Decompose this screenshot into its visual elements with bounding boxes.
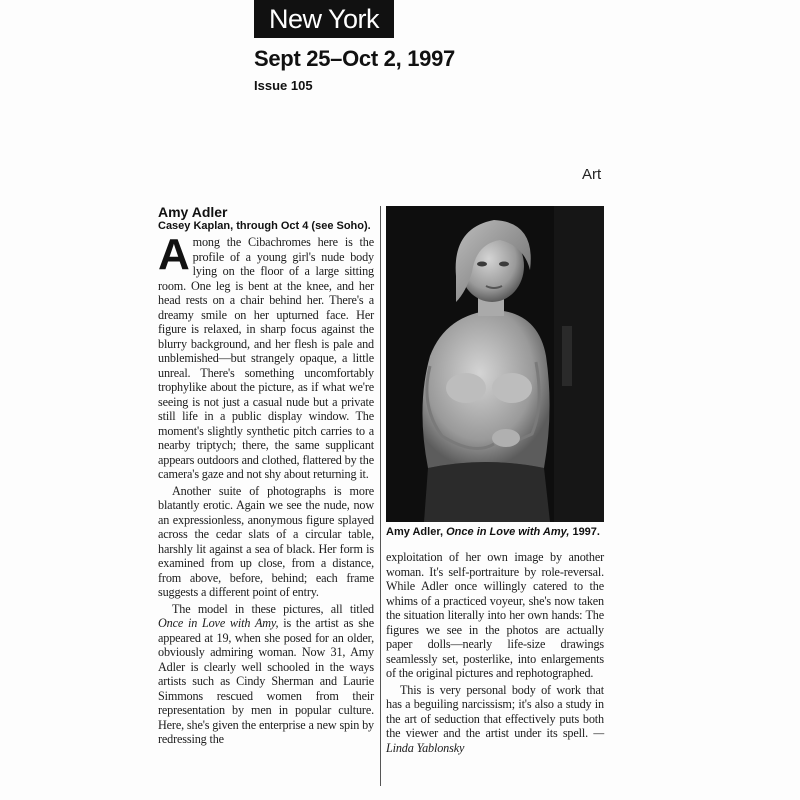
paragraph-3-text-b: is the artist as she appeared at 19, when she posed for an older, obviously admiring woman. Now 31, Amy Adler is clearly well schooled in the ways artists such as Cindy Sherman and Laurie Simmons rescued women from their representation by men in popular culture. Here, she's given the enterprise a new spin by redressing the <box>158 616 374 746</box>
nude-portrait-image <box>386 206 604 522</box>
artwork-title: Once in Love with Amy, <box>158 616 279 630</box>
article-column-right <box>386 550 604 755</box>
photo-caption <box>386 526 604 538</box>
magazine-logo: New York <box>254 0 394 38</box>
drop-cap: A <box>158 230 190 279</box>
issue-date: Sept 25–Oct 2, 1997 <box>254 46 455 71</box>
caption-year: 1997. <box>569 526 600 538</box>
article-column-left <box>158 204 374 747</box>
paragraph-1-text: mong the Cibachromes here is the profile of a young girl's nude body lying on the floor of a large sitting room. One leg is bent at the knee, and her head rests on a chair behind her. There's a dreamy smile on her upturned face. Her figure is relaxed, in sharp focus against the blurry background, and her flesh is pale and unblemished—but strangely opaque, a little unreal. There's something uncomfortably trophylike about the picture, as if what we're seeing is not just a casual nude but a private still life in a public display window. The moment's slightly synthetic pitch carries to a nearby triptych; there, the same supplicant appears outdoors and clothed, flattered by the camera's gaze and not shy about returning it. <box>158 235 374 481</box>
paragraph-2: Another suite of photographs is more blatantly erotic. Again we see the nude, now an expressionless, anonymous figure splayed across the cedar slats of a circular table, harshly lit against a sea of black. Her form is examined from up close, from a distance, from above, before, behind; each frame suggests a different point of entry. <box>158 483 374 599</box>
author-byline: —Linda Yablonsky <box>386 726 604 755</box>
paragraph-4-text: This is very personal body of work that has a beguiling narcissism; it's also a study in the art of seduction that effectively puts both the viewer and the artist under its spell. <box>386 682 604 740</box>
review-headline: Amy Adler <box>158 204 228 220</box>
paragraph-3-continued: exploitation of her own image by another woman. It's self-portraiture by role-reversal. While Adler once willingly catered to the whims of a practiced voyeur, she's now taken the situation literally into her own hands: The figures we see in the photos are actually paper dolls—nearly life-size drawings seamlessly set, posterlike, into enlargements of the original pictures and rephotographed. <box>386 550 604 680</box>
caption-artist: Amy Adler, <box>386 526 447 538</box>
section-label: Art <box>582 166 602 183</box>
venue-info: Casey Kaplan, through Oct 4 (see Soho). <box>158 220 371 232</box>
paragraph-4 <box>386 683 604 756</box>
column-divider <box>380 206 381 786</box>
caption-title: Once in Love with Amy, <box>446 526 570 538</box>
paragraph-3 <box>158 602 374 747</box>
issue-number: Issue 105 <box>254 78 313 93</box>
artwork-photo <box>386 206 604 522</box>
paragraph-1 <box>158 230 374 482</box>
paragraph-3-text-a: The model in these pictures, all titled <box>172 601 374 616</box>
